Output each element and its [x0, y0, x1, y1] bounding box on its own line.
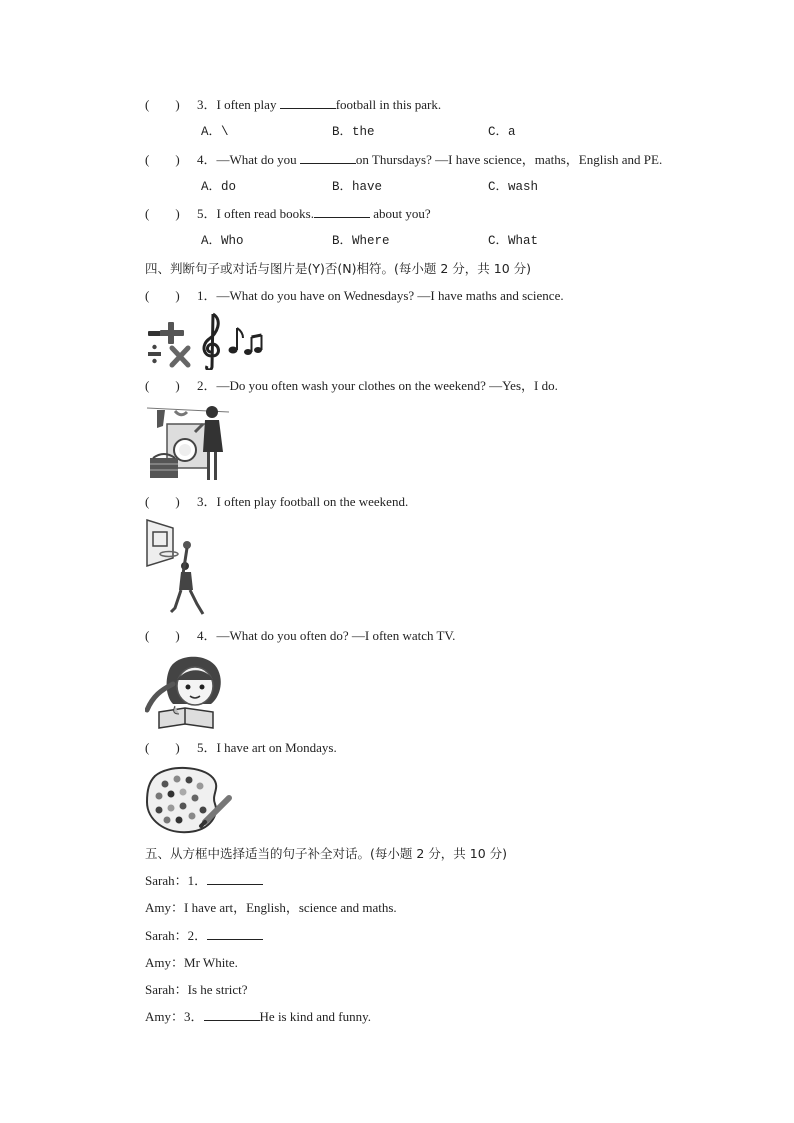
section-5-heading: 五、从方框中选择适当的句子补全对话。(每小题 2 分，共 10 分)	[145, 846, 508, 861]
answer-blank[interactable]	[204, 1009, 260, 1021]
judge-item-3: ( ) 3．I often play football on the weekend.	[145, 494, 409, 509]
dialogue-line: Sarah：1．	[145, 873, 263, 889]
woman-doing-laundry-image	[145, 402, 230, 484]
girl-reading-book-image	[145, 652, 225, 732]
answer-paren[interactable]: ( )	[145, 628, 180, 643]
dialogue-line: Amy：I have art，English，science and maths.	[145, 900, 397, 915]
section-4-heading: 四、判断句子或对话与图片是(Y)否(N)相符。(每小题 2 分，共 10 分)	[145, 261, 531, 276]
question-4: ( ) 4．—What do you on Thursdays? —I have science，maths，English and PE.	[145, 152, 663, 167]
paint-palette-image	[145, 764, 235, 836]
answer-paren[interactable]: ( )	[145, 97, 180, 112]
option-c[interactable]: C．wash	[488, 180, 539, 194]
dialogue-line: Sarah：2．	[145, 928, 263, 944]
option-c[interactable]: C．What	[488, 234, 539, 248]
answer-blank[interactable]	[207, 873, 263, 885]
dialogue-line: Sarah：Is he strict?	[145, 982, 248, 997]
answer-paren[interactable]: ( )	[145, 740, 180, 755]
option-a[interactable]: A．Who	[201, 234, 244, 248]
answer-paren[interactable]: ( )	[145, 378, 180, 393]
judge-item-4: ( ) 4．—What do you often do? —I often watch TV.	[145, 628, 456, 643]
option-b[interactable]: B．have	[332, 180, 383, 194]
answer-paren[interactable]: ( )	[145, 494, 180, 509]
judge-item-2: ( ) 2．—Do you often wash your clothes on the weekend? —Yes，I do.	[145, 378, 558, 393]
question-5: ( ) 5．I often read books. about you?	[145, 206, 431, 221]
answer-blank[interactable]	[314, 206, 370, 218]
dialogue-line: Amy：3． He is kind and funny.	[145, 1009, 371, 1024]
answer-paren[interactable]: ( )	[145, 152, 180, 167]
answer-paren[interactable]: ( )	[145, 206, 180, 221]
option-c[interactable]: C．a	[488, 125, 516, 139]
answer-blank[interactable]	[207, 928, 263, 940]
answer-blank[interactable]	[280, 97, 336, 109]
option-a[interactable]: A．\	[201, 125, 229, 139]
option-b[interactable]: B．Where	[332, 234, 390, 248]
answer-paren[interactable]: ( )	[145, 288, 180, 303]
dialogue-line: Amy：Mr White.	[145, 955, 238, 970]
option-b[interactable]: B．the	[332, 125, 375, 139]
answer-blank[interactable]	[300, 152, 356, 164]
boy-playing-basketball-image	[145, 518, 215, 618]
judge-item-1: ( ) 1．—What do you have on Wednesdays? —I have maths and science.	[145, 288, 564, 303]
option-a[interactable]: A．do	[201, 180, 237, 194]
judge-item-5: ( ) 5．I have art on Mondays.	[145, 740, 337, 755]
maths-symbols-music-notes-image	[145, 312, 265, 370]
question-3: ( ) 3．I often play football in this park.	[145, 97, 442, 112]
